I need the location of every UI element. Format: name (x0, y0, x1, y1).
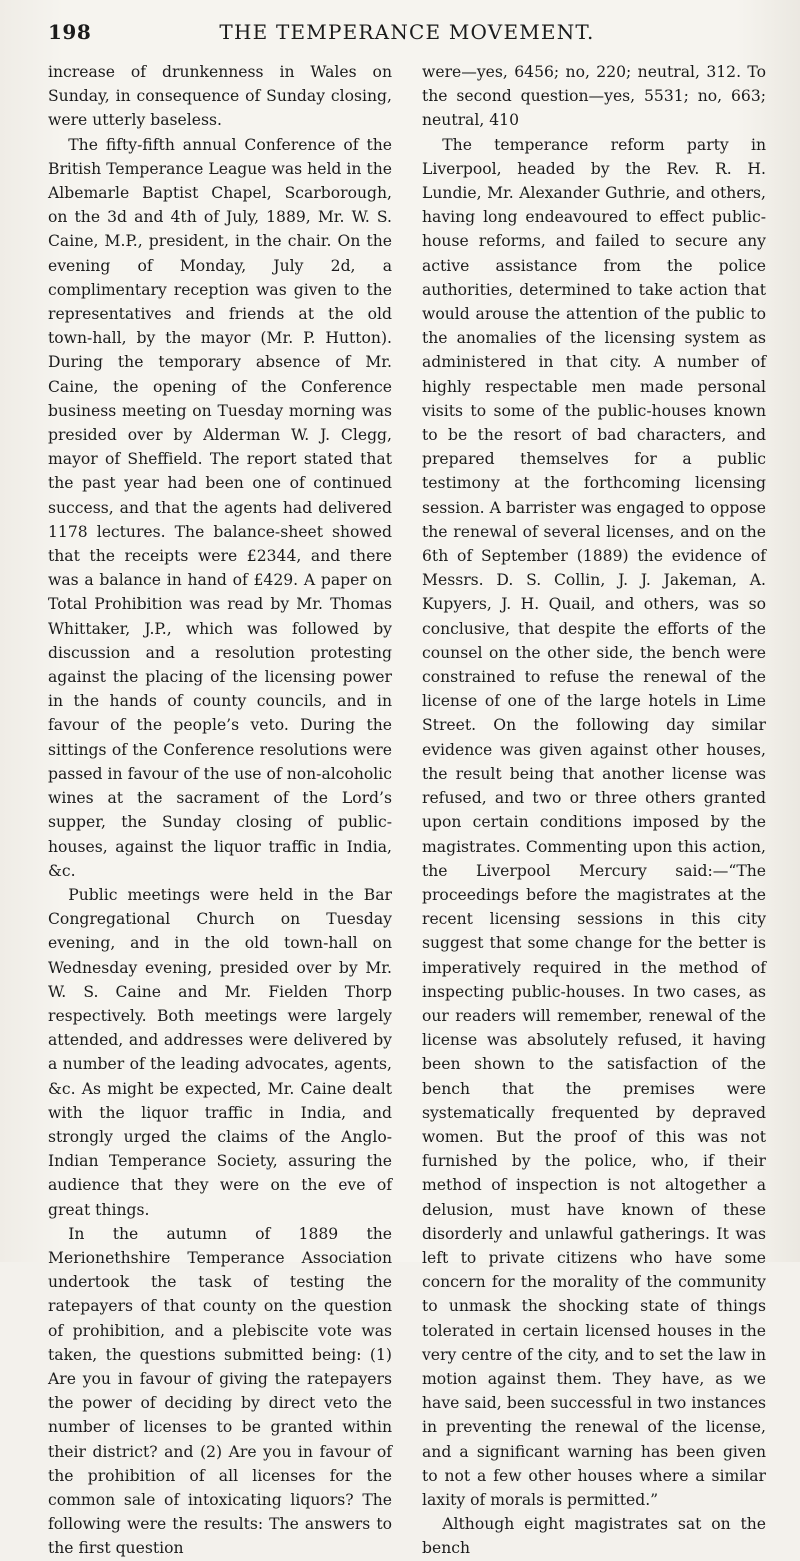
paragraph: Public meetings were held in the Bar Congregational Church on Tuesday evening, and in the old town-hall on Wednesday evening, presided over by Mr. W. S. Caine and Mr. Fielden Thorp respectively. Both meetings were largely attended, and addresses were delivered by a number of the leading advocates, agents, &c. As might be expected, Mr. Caine dealt with the liquor traffic in India, and strongly urged the claims of the Anglo-Indian Temperance Society, assuring the audience that they were on the eve of great things. (48, 885, 392, 1219)
paragraph: increase of drunkenness in Wales on Sunday, in consequence of Sunday closing, were utterly baseless. (48, 63, 392, 130)
paragraph: The temperance reform party in Liverpool, headed by the Rev. R. H. Lundie, Mr. Alexander Guthrie, and others, having long endeavoured to effect public-house reforms, and failed to secure any active assistance from the police authorities, determined to take action that would arouse the attention of the public to the anomalies of the licensing system as administered in that city. A number of highly respectable men made personal visits to some of the public-houses known to be the resort of bad characters, and prepared themselves for a public testimony at the forthcoming licensing session. A barrister was engaged to oppose the renewal of several licenses, and on the 6th of September (1889) the evidence of Messrs. D. S. Collin, J. J. Jakeman, A. Kupyers, J. H. Quail, and others, was so conclusive, that despite the efforts of the counsel on the other side, the bench were constrained to refuse the renewal of the license of one of the large hotels in Lime Street. On the following day similar evidence was given against other houses, the result being that another license was refused, and two or three others granted upon certain conditions imposed by the magistrates. Commenting upon this action, the Liverpool Mercury said:—“The proceedings before the magistrates at the recent licensing sessions in this city suggest that some change for the better is imperatively required in the method of inspecting public-houses. In two cases, as our readers will remember, renewal of the license was absolutely refused, it having been shown to the satisfaction of the bench that the premises were systematically frequented by depraved women. But the proof of this was not furnished by the police, who, if their method of inspection is not altogether a delusion, must have known of these disorderly and unlawful gatherings. It was left to private citizens who have some concern for the morality of the community to unmask the shocking state of things tolerated in certain licensed houses in the very centre of the city, and to set the law in motion against them. They have, as we have said, been successful in two instances in preventing the renewal of the license, and a significant warning has been given to not a few other houses where a similar laxity of morals is permitted.” (422, 135, 766, 1509)
text-columns (48, 60, 766, 1558)
page-number: 198 (48, 20, 92, 44)
paragraph: In the autumn of 1889 the Merionethshire Temperance Association undertook the task of testing the ratepayers of that county on the question of prohibition, and a plebiscite vote was taken, the questions submitted being: (1) Are you in favour of giving the ratepayers the power of deciding by direct veto the number of licenses to be granted within their district? and (2) Are you in favour of the prohibition of all licenses for the common sale of intoxicating liquors? The following were the results: The answers to the first question (48, 1224, 392, 1558)
running-title: THE TEMPERANCE MOVEMENT. (219, 20, 595, 44)
paragraph: were—yes, 6456; no, 220; neutral, 312. To the second question—yes, 5531; no, 663; neutral, 410 (422, 63, 766, 130)
right-column (422, 60, 766, 1558)
page-header (48, 14, 766, 54)
paragraph: The fifty-fifth annual Conference of the British Temperance League was held in the Albemarle Baptist Chapel, Scarborough, on the 3d and 4th of July, 1889, Mr. W. S. Caine, M.P., president, in the chair. On the evening of Monday, July 2d, a complimentary reception was given to the representatives and friends at the old town-hall, by the mayor (Mr. P. Hutton). During the temporary absence of Mr. Caine, the opening of the Conference business meeting on Tuesday morning was presided over by Alderman W. J. Clegg, mayor of Sheffield. The report stated that the past year had been one of continued success, and that the agents had delivered 1178 lectures. The balance-sheet showed that the receipts were £2344, and there was a balance in hand of £429. A paper on Total Prohibition was read by Mr. Thomas Whittaker, J.P., which was followed by discussion and a resolution protesting against the placing of the licensing power in the hands of county councils, and in favour of the people’s veto. During the sittings of the Conference resolutions were passed in favour of the use of non-alcoholic wines at the sacrament of the Lord’s supper, the Sunday closing of public-houses, against the liquor traffic in India, &c. (48, 135, 392, 880)
paragraph: Although eight magistrates sat on the bench (422, 1515, 766, 1558)
left-column (48, 60, 392, 1558)
